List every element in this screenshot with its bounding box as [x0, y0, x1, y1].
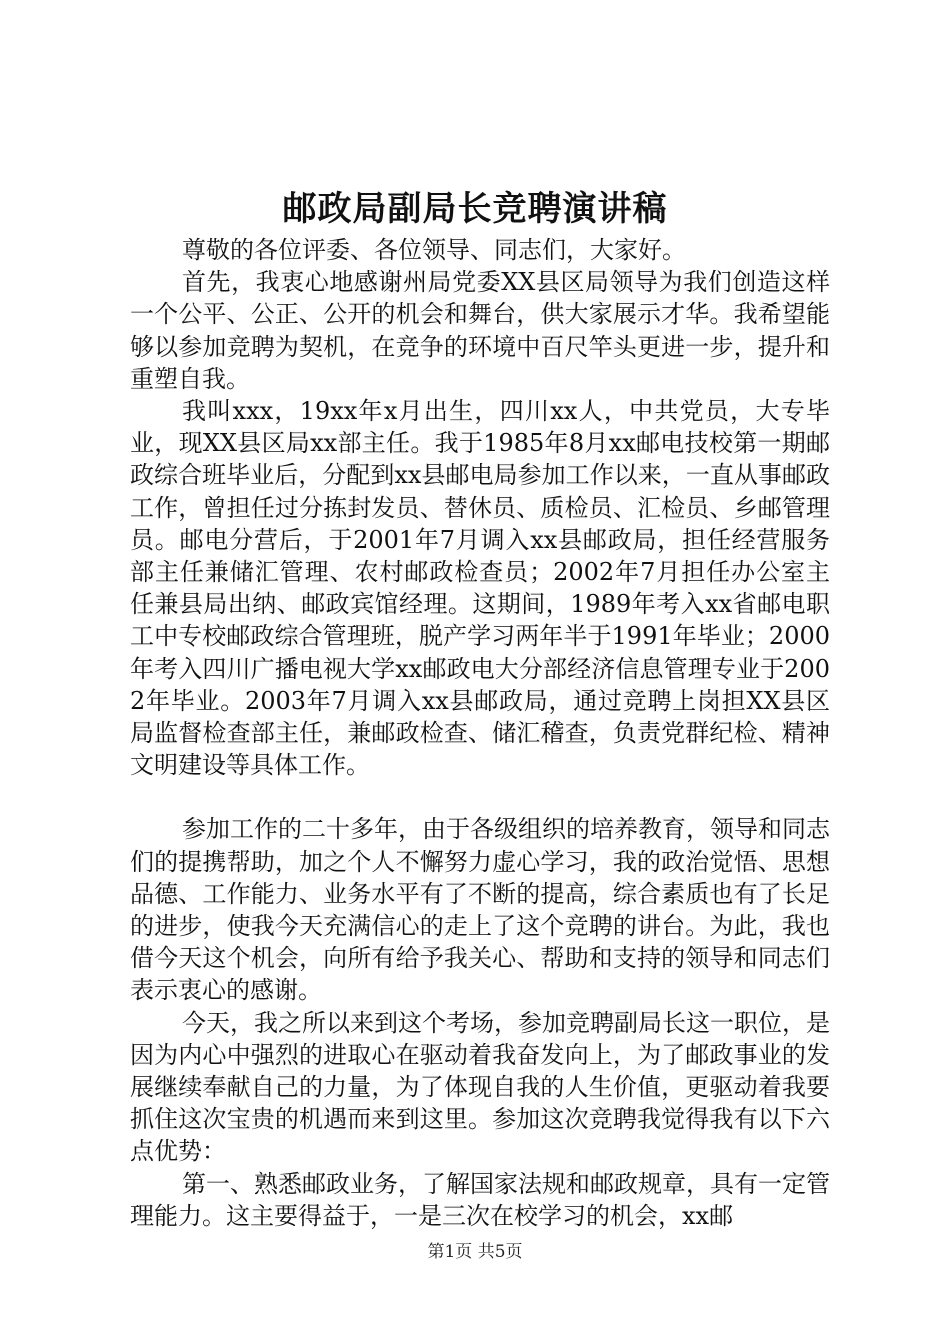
document-title: 邮政局副局长竞聘演讲稿: [282, 189, 668, 229]
paragraph-thanks: 首先，我衷心地感谢州局党委XX县区局领导为我们创造这样一个公平、公正、公开的机会和舞台，供大家展示才华。我希望能够以参加竞聘为契机，在竞争的环境中百尺竿头更进一步，提升和重塑自我。: [130, 268, 830, 393]
paragraph-advantage-one: 第一、熟悉邮政业务，了解国家法规和邮政规章，具有一定管理能力。这主要得益于，一是三次在校学习的机会，xx邮: [130, 1169, 830, 1230]
paragraph-motivation: 今天，我之所以来到这个考场，参加竞聘副局长这一职位，是因为内心中强烈的进取心在驱动着我奋发向上，为了邮政事业的发展继续奉献自己的力量，为了体现自我的人生价值，更驱动着我要抓住这次宝贵的机遇而来到这里。参加这次竞聘我觉得我有以下六点优势：: [130, 1008, 830, 1166]
paragraph-introduction: 我叫xxx，19xx年x月出生，四川xx人，中共党员，大专毕业，现XX县区局xx部主任。我于1985年8月xx邮电技校第一期邮政综合班毕业后，分配到xx县邮电局参加工作以来，一直从事邮政工作，曾担任过分拣封发员、替休员、质检员、汇检员、乡邮管理员。邮电分营后，于2001年7月调入xx县邮政局，担任经营服务部主任兼储汇管理、农村邮政检查员；2002年7月担任办公室主任兼县局出纳、邮政宾馆经理。这期间，1989年考入xx省邮电职工中专校邮政综合管理班，脱产学习两年半于1991年毕业；2000年考入四川广播电视大学xx邮政电大分部经济信息管理专业于2002年毕业。2003年7月调入xx县邮政局，通过竞聘上岗担XX县区局监督检查部主任，兼邮政检查、储汇稽查，负责党群纪检、精神文明建设等具体工作。: [130, 397, 830, 780]
paragraph-greeting: 尊敬的各位评委、各位领导、同志们，大家好。: [182, 236, 686, 264]
document-body: [130, 234, 830, 1232]
paragraph-growth: 参加工作的二十多年，由于各级组织的培养教育，领导和同志们的提携帮助，加之个人不懈努力虚心学习，我的政治觉悟、思想品德、工作能力、业务水平有了不断的提高，综合素质也有了长足的进步，使我今天充满信心的走上了这个竞聘的讲台。为此，我也借今天这个机会，向所有给予我关心、帮助和支持的领导和同志们表示衷心的感谢。: [130, 815, 830, 1005]
page-footer: 第1页 共5页: [427, 1242, 523, 1262]
